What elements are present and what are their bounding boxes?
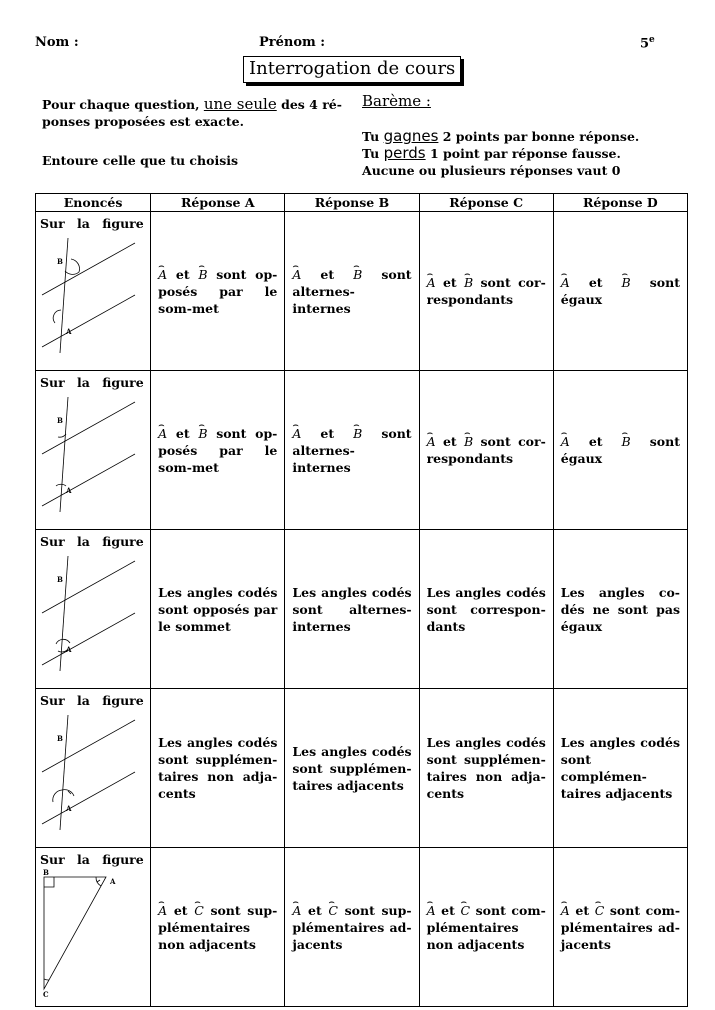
angle-symbol: ⌢ B (622, 434, 631, 449)
answer-c[interactable] (419, 848, 553, 1007)
angle-symbol: ⌢ A (292, 903, 301, 918)
answer-b[interactable] (285, 212, 419, 371)
figure-cell (36, 530, 151, 689)
figure-label: Sur la figure (40, 852, 144, 867)
answer-text: sont égaux (560, 275, 680, 307)
table-row (36, 689, 688, 848)
figure-label: Sur la figure (40, 534, 144, 549)
nom-label: Nom : (35, 35, 79, 50)
class-level (640, 35, 655, 51)
angle-symbol: ⌢ B (353, 426, 362, 441)
page-title: Interrogation de cours (243, 56, 461, 83)
table-header-row (36, 194, 688, 212)
figure-parallel-lines-icon (40, 394, 140, 509)
figure-right-triangle-icon (40, 868, 140, 999)
point-label: A (110, 877, 116, 886)
figure-cell (36, 848, 151, 1007)
class-level-sup: e (649, 35, 655, 45)
answer-a[interactable] (151, 848, 285, 1007)
angle-symbol: ⌢ A (427, 275, 436, 290)
col-header: Réponse B (285, 194, 419, 212)
angle-symbol: ⌢ B (464, 434, 473, 449)
angle-symbol: ⌢ A (561, 275, 570, 290)
answer-c[interactable] (419, 212, 553, 371)
instr-text: Pour chaque question, (42, 97, 204, 112)
point-label: B (43, 868, 49, 877)
point-label: A (66, 327, 72, 336)
figure-parallel-lines-icon (40, 712, 140, 827)
instr-line: ponses proposées est exacte. (42, 114, 244, 129)
figure-label: Sur la figure (40, 216, 144, 231)
class-level-number: 5 (640, 36, 650, 52)
col-header: Réponse A (151, 194, 285, 212)
point-label: A (66, 804, 72, 813)
answer-text: sont sup-plémentaires ad-jacents (292, 902, 412, 952)
angle-symbol: ⌢ A (158, 267, 167, 282)
answer-text: sont alternes-internes (292, 425, 412, 475)
angle-symbol: ⌢ A (427, 903, 436, 918)
instr-text: des 4 ré- (276, 97, 342, 112)
answer-c[interactable] (419, 371, 553, 530)
bareme-text: 1 point par réponse fausse. (425, 146, 621, 161)
answer-a[interactable]: Les angles codés sont supplémen-taires non adja-cents (151, 689, 285, 848)
angle-symbol: ⌢ B (353, 267, 362, 282)
answer-text: sont com-plémentaires non adjacents (426, 902, 546, 952)
answer-d[interactable] (553, 848, 687, 1007)
bareme-text: Tu (362, 129, 384, 144)
answer-d[interactable]: Les angles co-dés ne sont pas égaux (553, 530, 687, 689)
answer-text: et (308, 902, 322, 918)
angle-symbol: ⌢ B (622, 275, 631, 290)
answer-a[interactable] (151, 212, 285, 371)
instructions (42, 96, 357, 169)
point-label: A (66, 486, 72, 495)
bareme-text: 2 points par bonne réponse. (438, 129, 640, 144)
answer-text: sont cor-respondants (426, 275, 546, 307)
table-row (36, 212, 688, 371)
figure-parallel-lines-icon (40, 553, 140, 668)
answer-text: et (441, 902, 455, 918)
figure-label: Sur la figure (40, 375, 144, 390)
quiz-table (35, 193, 688, 1007)
answer-text: et (442, 434, 457, 449)
answer-b[interactable] (285, 371, 419, 530)
answer-d[interactable] (553, 212, 687, 371)
angle-symbol: ⌢ A (292, 426, 301, 441)
point-label: B (57, 575, 63, 584)
col-header: Réponse D (553, 194, 687, 212)
angle-symbol: ⌢ B (198, 267, 207, 282)
answer-b[interactable]: Les angles codés sont supplémen-taires adjacents (285, 689, 419, 848)
angle-symbol: ⌢ A (158, 903, 167, 918)
figure-parallel-lines-icon (40, 235, 140, 350)
answer-text: sont op-posés par le som-met (158, 266, 278, 316)
bareme-title: Barème : (362, 92, 431, 110)
bareme-line: Aucune ou plusieurs réponses vaut 0 (362, 163, 621, 178)
answer-d[interactable]: Les angles codés sont complémen-taires adjacents (553, 689, 687, 848)
figure-cell (36, 212, 151, 371)
point-label: B (57, 257, 63, 266)
table-row (36, 848, 688, 1007)
answer-text: et (588, 275, 603, 290)
answer-text: sont égaux (560, 434, 680, 466)
answer-text: et (575, 902, 590, 918)
angle-symbol: ⌢ B (198, 426, 207, 441)
table-row (36, 371, 688, 530)
bareme-emphasis: perds (383, 144, 426, 162)
answer-c[interactable]: Les angles codés sont correspon-dants (419, 530, 553, 689)
col-header: Enoncés (36, 194, 151, 212)
instr-emphasis: une seule (203, 95, 277, 113)
instr-line: Entoure celle que tu choisis (42, 153, 239, 168)
answer-b[interactable]: Les angles codés sont alternes-internes (285, 530, 419, 689)
answer-text: sont alternes-internes (292, 266, 412, 316)
figure-cell (36, 371, 151, 530)
answer-text: et (588, 434, 603, 449)
angle-symbol: ⌢ C (194, 903, 204, 918)
point-label: B (57, 416, 63, 425)
answer-text: sont com-plémentaires ad-jacents (560, 902, 681, 952)
answer-a[interactable]: Les angles codés sont opposés par le sommet (151, 530, 285, 689)
point-label: B (57, 734, 63, 743)
answer-text: sont cor-respondants (426, 434, 546, 466)
angle-symbol: ⌢ A (561, 903, 570, 918)
point-label: C (43, 990, 49, 999)
bareme-text: Tu (362, 146, 384, 161)
angle-symbol: ⌢ A (158, 426, 167, 441)
answer-text: et (173, 902, 188, 918)
angle-symbol: ⌢ A (427, 434, 436, 449)
answer-a[interactable] (151, 371, 285, 530)
angle-symbol: ⌢ C (595, 903, 605, 918)
answer-text: et (320, 425, 335, 441)
answer-text: et (175, 425, 190, 441)
answer-text: sont op-posés par le som-met (158, 425, 278, 475)
angle-symbol: ⌢ A (561, 434, 570, 449)
angle-symbol: ⌢ B (464, 275, 473, 290)
col-header: Réponse C (419, 194, 553, 212)
answer-b[interactable] (285, 848, 419, 1007)
angle-symbol: ⌢ C (328, 903, 338, 918)
table-row (36, 530, 688, 689)
bareme-emphasis: gagnes (383, 127, 439, 145)
prenom-label: Prénom : (259, 35, 326, 50)
figure-label: Sur la figure (40, 693, 144, 708)
bareme (362, 93, 692, 179)
answer-c[interactable]: Les angles codés sont supplémen-taires non adja-cents (419, 689, 553, 848)
point-label: A (66, 645, 72, 654)
angle-symbol: ⌢ A (292, 267, 301, 282)
answer-text: et (175, 266, 190, 282)
answer-d[interactable] (553, 371, 687, 530)
angle-symbol: ⌢ C (460, 903, 470, 918)
answer-text: sont sup-plémentaires non adjacents (158, 902, 278, 952)
answer-text: et (442, 275, 457, 290)
answer-text: et (320, 266, 335, 282)
figure-cell (36, 689, 151, 848)
